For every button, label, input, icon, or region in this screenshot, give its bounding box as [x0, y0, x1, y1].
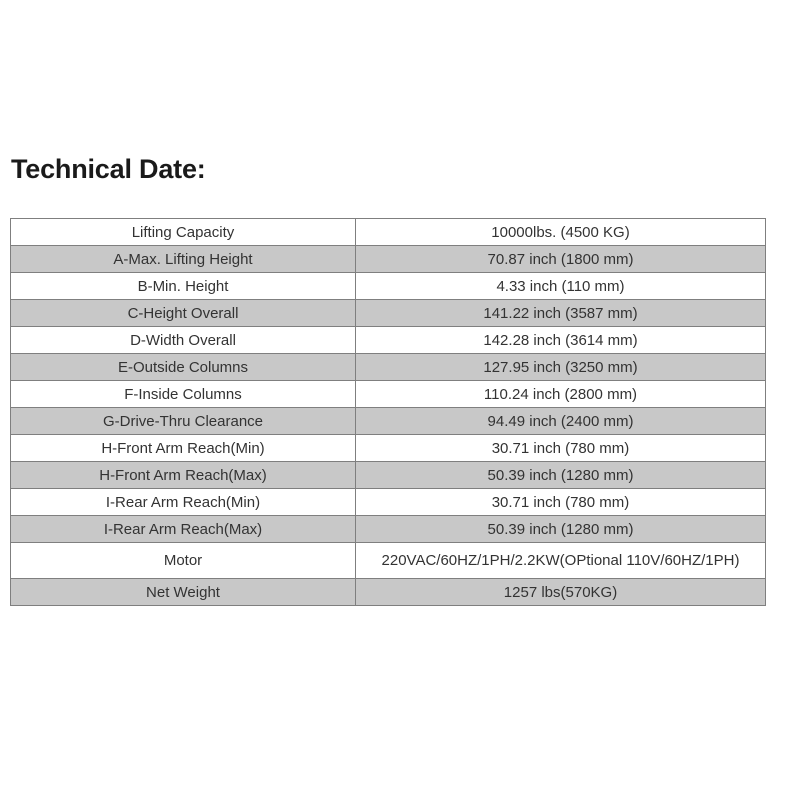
- spec-value: 142.28 inch (3614 mm): [356, 327, 766, 354]
- spec-value: 94.49 inch (2400 mm): [356, 408, 766, 435]
- page-title: Technical Date:: [11, 154, 206, 184]
- table-row: [11, 579, 766, 606]
- spec-label: I-Rear Arm Reach(Max): [11, 516, 356, 543]
- spec-value: 220VAC/60HZ/1PH/2.2KW(OPtional 110V/60HZ/1PH): [356, 543, 766, 579]
- spec-label: C-Height Overall: [11, 300, 356, 327]
- table-row: [11, 246, 766, 273]
- table-row: [11, 219, 766, 246]
- table-row: [11, 408, 766, 435]
- spec-value: 1257 lbs(570KG): [356, 579, 766, 606]
- spec-label: H-Front Arm Reach(Max): [11, 462, 356, 489]
- spec-label: Lifting Capacity: [11, 219, 356, 246]
- table-row: [11, 273, 766, 300]
- spec-label: B-Min. Height: [11, 273, 356, 300]
- spec-value: 50.39 inch (1280 mm): [356, 462, 766, 489]
- table-row: [11, 543, 766, 579]
- spec-label: D-Width Overall: [11, 327, 356, 354]
- table-row: [11, 462, 766, 489]
- spec-value: 30.71 inch (780 mm): [356, 489, 766, 516]
- spec-label: G-Drive-Thru Clearance: [11, 408, 356, 435]
- spec-value: 4.33 inch (110 mm): [356, 273, 766, 300]
- table-row: [11, 300, 766, 327]
- spec-value: 127.95 inch (3250 mm): [356, 354, 766, 381]
- spec-value: 30.71 inch (780 mm): [356, 435, 766, 462]
- spec-label: I-Rear Arm Reach(Min): [11, 489, 356, 516]
- spec-value: 141.22 inch (3587 mm): [356, 300, 766, 327]
- spec-label: A-Max. Lifting Height: [11, 246, 356, 273]
- spec-label: H-Front Arm Reach(Min): [11, 435, 356, 462]
- spec-value: 10000lbs. (4500 KG): [356, 219, 766, 246]
- table-row: [11, 354, 766, 381]
- table-row: [11, 516, 766, 543]
- spec-label: E-Outside Columns: [11, 354, 356, 381]
- spec-value: 70.87 inch (1800 mm): [356, 246, 766, 273]
- spec-label: Motor: [11, 543, 356, 579]
- table-row: [11, 381, 766, 408]
- table-row: [11, 489, 766, 516]
- spec-value: 50.39 inch (1280 mm): [356, 516, 766, 543]
- spec-label: Net Weight: [11, 579, 356, 606]
- spec-value: 110.24 inch (2800 mm): [356, 381, 766, 408]
- technical-data-table: [10, 218, 766, 606]
- spec-label: F-Inside Columns: [11, 381, 356, 408]
- table-row: [11, 327, 766, 354]
- table-row: [11, 435, 766, 462]
